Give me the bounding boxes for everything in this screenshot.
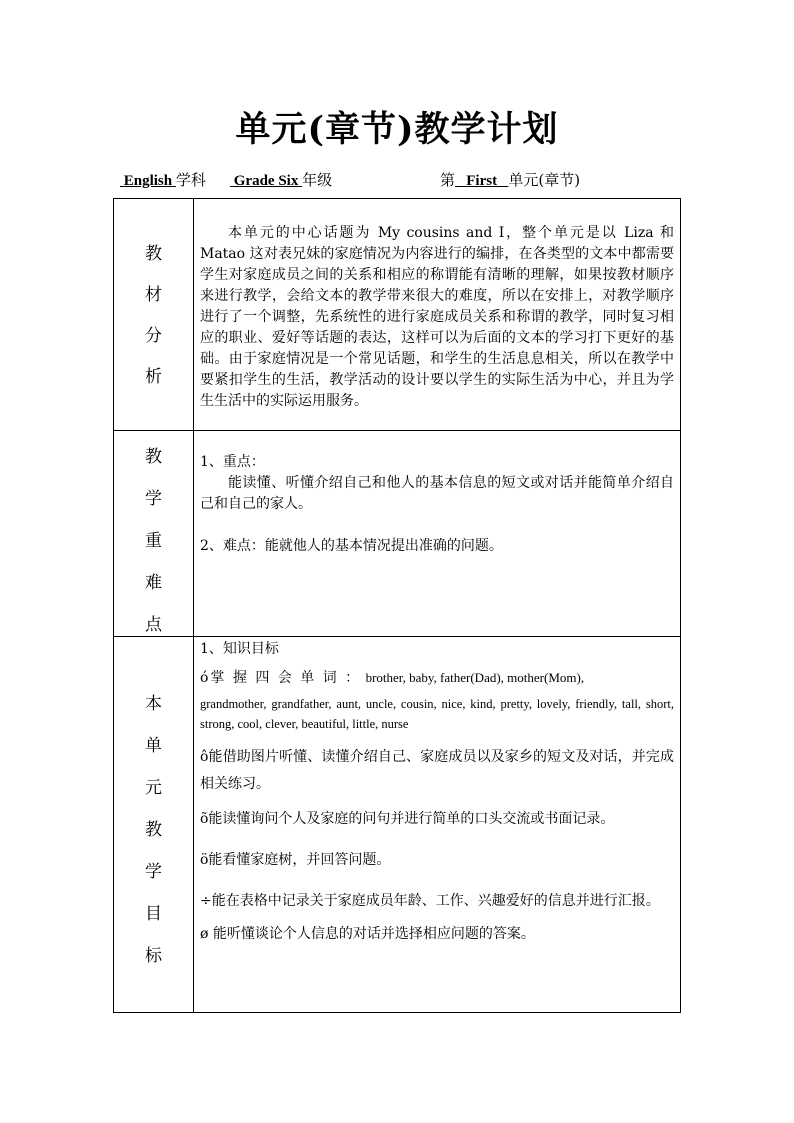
column-divider xyxy=(193,199,194,1012)
objective-item-1-words-a: brother, baby, father(Dad), mother(Mom), xyxy=(365,670,585,685)
objectives-heading: 1、知识目标 xyxy=(200,641,279,657)
focus-title: 1、重点： xyxy=(200,454,265,470)
objective-item-6: ø 能听懂谈论个人信息的对话并选择相应问题的答案。 xyxy=(200,926,535,942)
objective-item-5: ÷能在表格中记录关于家庭成员年龄、工作、兴趣爱好的信息并进行汇报。 xyxy=(200,893,660,909)
objective-item-1-words-b: grandmother, grandfather, aunt, uncle, cousin, nice, kind, pretty, lovely, friendly, tall, short, strong, cool, clever, beautiful, little, nurse xyxy=(200,697,674,731)
difficulty-text: 2、难点：能就他人的基本情况提出准确的问题。 xyxy=(200,538,503,554)
unit-suffix: 单元(章节) xyxy=(508,171,581,189)
analysis-label: 教 材 分 析 xyxy=(145,244,162,387)
objective-item-1 xyxy=(200,665,674,692)
objective-item-1-title: ó掌 握 四 会 单 词 ： xyxy=(200,670,362,686)
focus-text: 能读懂、听懂介绍自己和他人的基本信息的短文或对话并能简单介绍自己和自己的家人。 xyxy=(200,475,674,512)
grade-label: 年级 xyxy=(302,171,333,189)
grade-field xyxy=(230,170,332,191)
grade-value: Grade Six xyxy=(233,173,299,189)
objectives-content xyxy=(200,639,674,948)
objective-item-4: ö能看懂家庭树，并回答问题。 xyxy=(200,852,391,868)
objective-item-2: ô能借助图片听懂、读懂介绍自己、家庭成员以及家乡的短文及对话，并完成相关练习。 xyxy=(200,749,674,792)
analysis-text: 本单元的中心话题为 My cousins and I，整个单元是以 Liza 和 Matao 这对表兄妹的家庭情况为内容进行的编排，在各类型的文本中都需要学生对家庭成员之间的关系和相应的称谓能有清晰的理解，如果按教材顺序来进行教学，会给文本的教学带来很大的难度，所以在安排上，对教学顺序进行了一个调整，先系统性的进行家庭成员关系和称谓的教学，同时复习相应的职业、爱好等话题的表达，这样可以为后面的文本的学习打下更好的基础。由于家庭情况是一个常见话题，和学生的生活息息相关，所以在教学中要紧扣学生的生活，教学活动的设计要以学生的实际生活为中心，并且为学生生活中的实际运用服务。 xyxy=(200,225,674,409)
objective-item-3: õ能读懂询问个人及家庭的问句并进行简单的口头交流或书面记录。 xyxy=(200,811,615,827)
subject-value: English xyxy=(123,173,173,189)
subject-label: 学科 xyxy=(175,171,206,189)
unit-value: First xyxy=(466,173,498,189)
unit-field xyxy=(440,170,580,191)
key-points-content xyxy=(200,452,674,557)
analysis-content xyxy=(200,223,674,412)
row-divider xyxy=(114,636,680,637)
objectives-label: 本 单 元 教 学 目 标 xyxy=(145,694,162,966)
plan-table xyxy=(113,198,681,1013)
row-divider xyxy=(114,430,680,431)
key-points-label: 教 学 重 难 点 xyxy=(145,447,162,635)
plan-header xyxy=(120,170,680,192)
subject-field xyxy=(120,170,206,191)
unit-prefix: 第 xyxy=(440,171,456,189)
page-title: 单元(章节)教学计划 xyxy=(235,109,559,150)
